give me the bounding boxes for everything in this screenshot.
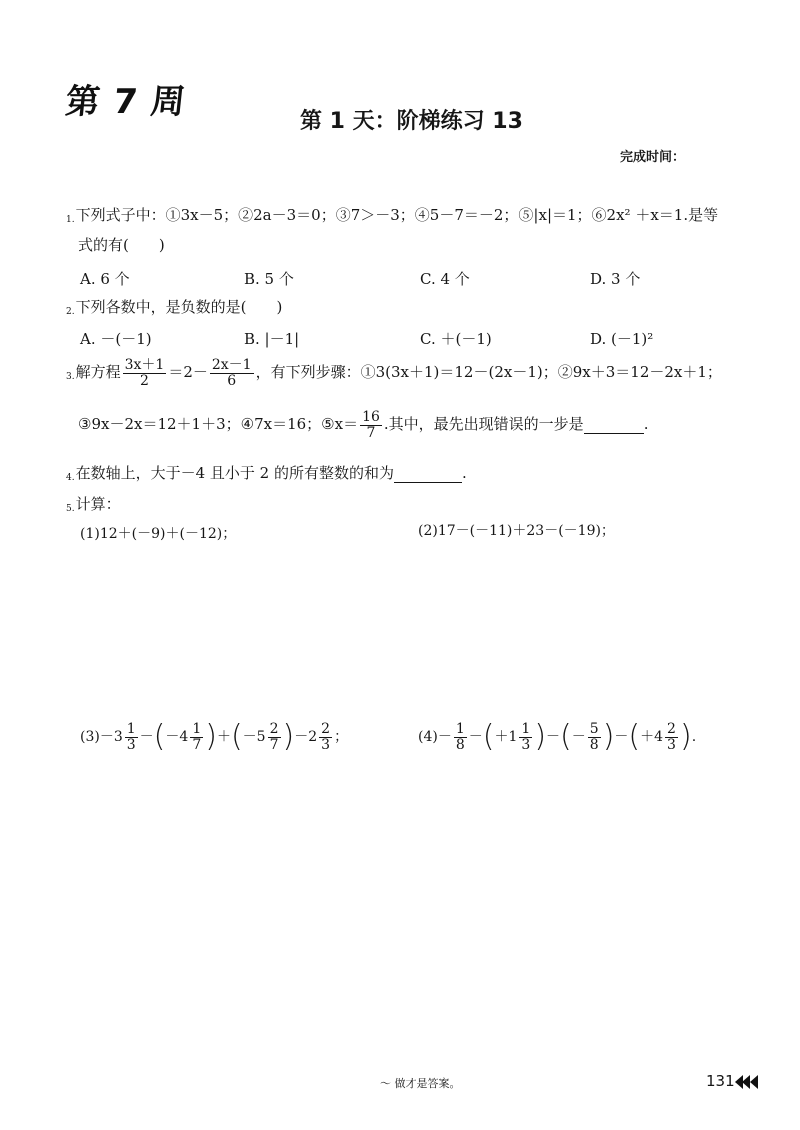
question-number: 5. xyxy=(66,504,75,514)
fraction: $\frac{3x+1}{2}$ xyxy=(124,357,165,389)
question-number: 1. xyxy=(66,215,75,225)
question-number: 4. xyxy=(66,473,75,483)
fraction: $\frac{1}{8}$ xyxy=(455,721,465,753)
question-3-line1: 3.解方程 $\frac{3x+1}{2}$ ＝2－ $\frac{2x-1}{6}$ ，有下列步骤：①3(3x＋1)＝12－(2x－1)；②9x＋3＝12－2x＋1； xyxy=(66,357,722,389)
fraction: $\frac{2}{3}$ xyxy=(667,721,676,753)
q1-option-a: A. 6 个 xyxy=(80,270,130,288)
q2-option-a: A. －(－1) xyxy=(80,330,152,348)
fraction: $\frac{16}{7}$ xyxy=(362,409,380,441)
question-5-label: 计算： xyxy=(75,495,121,513)
fraction: $\frac{2}{7}$ xyxy=(269,721,279,753)
page-number: 131 xyxy=(706,1072,735,1090)
q2-option-c: C. ＋(－1) xyxy=(420,330,492,348)
q3-steps-part1: ，有下列步骤：①3(3x＋1)＝12－(2x－1)；②9x＋3＝12－2x＋1； xyxy=(255,363,722,382)
q5-part-2: (2)17－(－11)＋23－(－19)； xyxy=(418,523,615,539)
double-chevron-left-icon xyxy=(733,1074,759,1094)
page-title: 第 1 天：阶梯练习 13 xyxy=(300,109,523,134)
question-1 xyxy=(66,206,718,226)
q1-option-b: B. 5 个 xyxy=(244,270,294,288)
question-4-text: 在数轴上，大于－4 且小于 2 的所有整数的和为 xyxy=(75,464,394,482)
q1-option-d: D. 3 个 xyxy=(590,270,641,288)
q1-option-c: C. 4 个 xyxy=(420,270,470,288)
q5-part-3: (3)－3 $\frac{1}{3}$ －(－4 $\frac{1}{7}$ )＋(－5 $\frac{2}{7}$ )－2 $\frac{2}{3}$ ； xyxy=(80,719,349,755)
question-number: 3. xyxy=(66,372,75,383)
footer-slogan: ～ 做才是答案。 xyxy=(380,1077,461,1090)
fraction: $\frac{5}{8}$ xyxy=(589,721,599,753)
fraction: $\frac{1}{3}$ xyxy=(521,721,531,753)
week-heading: 第 7 周 xyxy=(63,82,189,122)
fraction: $\frac{2}{3}$ xyxy=(321,721,331,753)
fraction: $\frac{1}{7}$ xyxy=(192,721,202,753)
q5-part-4: (4)－ $\frac{1}{8}$ －(＋1 $\frac{1}{3}$ )－(－ $\frac{5}{8}$ )－(＋4 $\frac{2}{3}$ ). xyxy=(418,719,697,755)
q3-prefix: 解方程 xyxy=(75,363,121,382)
fraction: $\frac{1}{3}$ xyxy=(126,721,136,753)
q3-steps-part2: ③9x－2x＝12＋1＋3；④7x＝16；⑤x＝ xyxy=(78,415,359,434)
fraction: $\frac{2x-1}{6}$ xyxy=(211,357,252,389)
question-2 xyxy=(66,298,282,318)
answer-blank[interactable] xyxy=(584,415,644,434)
question-1-text-line2: 式的有( ) xyxy=(78,236,165,254)
question-3-line2: ③9x－2x＝12＋1＋3；④7x＝16；⑤x＝ $\frac{16}{7}$ .其中，最先出现错误的一步是 . xyxy=(78,409,649,441)
q2-option-d: D. (－1)² xyxy=(590,330,654,348)
q2-option-b: B. |－1| xyxy=(244,330,300,348)
question-number: 2. xyxy=(66,307,75,317)
answer-blank[interactable] xyxy=(394,464,462,483)
question-1-text-line1: 下列式子中：①3x－5；②2a－3＝0；③7＞－3；④5－7＝－2；⑤|x|＝1；⑥2x² ＋x＝1.是等 xyxy=(75,206,719,224)
question-5 xyxy=(66,495,121,515)
completion-time-label: 完成时间： xyxy=(620,150,686,165)
question-2-text: 下列各数中，是负数的是( ) xyxy=(75,298,283,316)
q5-part-1: (1)12＋(－9)＋(－12)； xyxy=(80,526,237,542)
question-4: 4.在数轴上，大于－4 且小于 2 的所有整数的和为 . xyxy=(66,464,467,483)
